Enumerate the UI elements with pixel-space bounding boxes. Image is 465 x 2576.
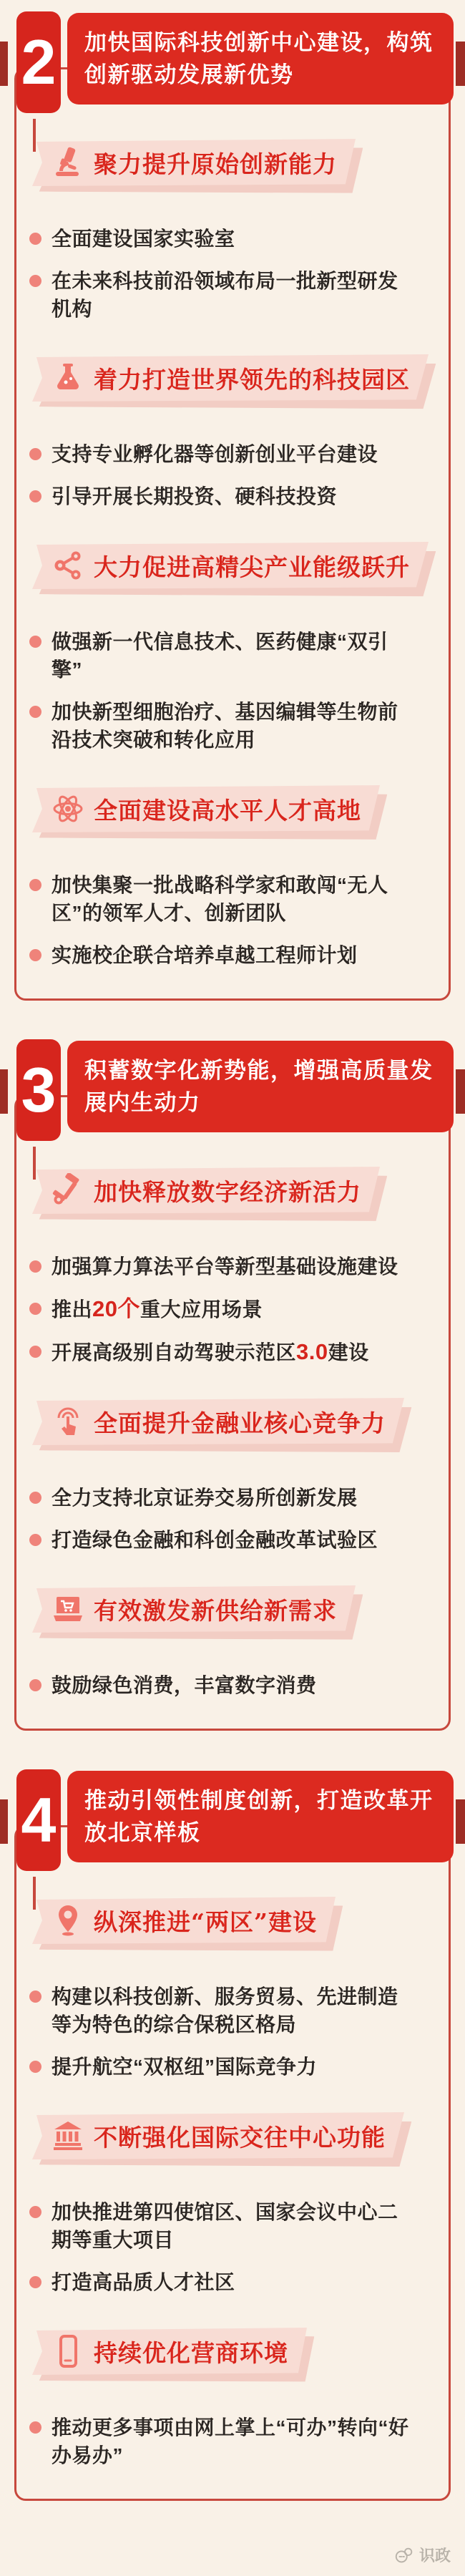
bullet-paragraph — [52, 1484, 358, 1512]
bullet-text: 全面建设国家实验室 — [52, 228, 235, 250]
bullet-dot — [29, 1534, 41, 1546]
highlighted-number: 20个 — [92, 1296, 140, 1321]
bullet-text: 实施校企联合培养卓越工程师计划 — [52, 944, 358, 966]
bullet-dot — [29, 2061, 41, 2073]
laptop-cart-icon — [51, 1592, 85, 1626]
bullet-dot — [29, 233, 41, 245]
bullet-paragraph — [52, 2053, 317, 2081]
bullet-paragraph — [52, 1671, 317, 1699]
bullet-item — [29, 1484, 449, 1512]
share-network-icon — [51, 548, 85, 583]
subheading-label: 持续优化营商环境 — [94, 2338, 288, 2367]
subheading-label: 有效激发新供给新需求 — [94, 1596, 337, 1625]
subheading-banner — [18, 1897, 336, 1944]
bullet-dot — [29, 2421, 41, 2434]
flask-icon — [51, 361, 85, 395]
subheading-label: 着力打造世界领先的科技园区 — [94, 365, 410, 394]
subheading-label: 不断强化国际交往中心功能 — [94, 2123, 386, 2152]
subheading-banner — [18, 2112, 404, 2159]
bullet-dot — [29, 1346, 41, 1358]
bullet-item — [29, 698, 449, 754]
bullet-paragraph — [52, 628, 416, 684]
subheading-banner — [18, 785, 380, 832]
bullet-paragraph — [52, 1338, 369, 1366]
bullet-text: 提升航空“双枢纽”国际竞争力 — [52, 2056, 318, 2078]
bullet-item — [29, 1983, 449, 2038]
section-number-badge: 4 — [16, 1769, 61, 1871]
bullet-text: 全力支持北京证券交易所创新发展 — [52, 1487, 358, 1509]
bullet-dot — [29, 448, 41, 460]
subheading-label: 纵深推进“两区”建设 — [94, 1907, 317, 1936]
bullet-text: 打造绿色金融和科创金融改革试验区 — [52, 1529, 378, 1551]
bullet-text: 加强算力算法平台等新型基础设施建设 — [52, 1255, 398, 1278]
subheading-label: 全面建设高水平人才高地 — [94, 796, 361, 825]
bullet-item — [29, 1526, 449, 1554]
bullet-paragraph — [52, 871, 416, 927]
bullet-item — [29, 267, 449, 323]
bullet-text: 在未来科技前沿领域布局一批新型研发机构 — [52, 270, 398, 320]
subheading-label: 加快释放数字经济新活力 — [94, 1177, 361, 1206]
section-header — [0, 1769, 465, 1871]
section-content — [0, 113, 465, 1001]
bullet-dot — [29, 275, 41, 287]
bullet-paragraph — [52, 2268, 235, 2296]
bullet-text: 重大应用场景 — [140, 1298, 263, 1321]
bullet-dot — [29, 1991, 41, 2003]
microscope-icon — [51, 145, 85, 180]
bullet-text: 加快推进第四使馆区、国家会议中心二期等重大项目 — [52, 2201, 398, 2251]
location-pin-icon — [51, 1903, 85, 1938]
bullet-dot — [29, 949, 41, 961]
bullet-item — [29, 1253, 449, 1280]
bullet-item — [29, 1671, 449, 1699]
bullet-dot — [29, 2206, 41, 2218]
bullet-dot — [29, 1303, 41, 1315]
tools-icon — [51, 1173, 85, 1207]
bullet-item — [29, 2198, 449, 2254]
subheading-banner — [18, 2328, 307, 2375]
bullet-item — [29, 225, 449, 253]
bullet-item — [29, 1338, 449, 1366]
bullet-dot — [29, 879, 41, 891]
bullet-paragraph — [52, 482, 337, 510]
bullet-paragraph — [52, 2198, 416, 2254]
bullet-item — [29, 871, 449, 927]
bullet-dot — [29, 1492, 41, 1504]
bullet-paragraph — [52, 267, 416, 323]
subheading-banner — [18, 1585, 356, 1633]
bullet-item — [29, 2053, 449, 2081]
subheading-banner — [18, 542, 429, 589]
section-title: 加快国际科技创新中心建设，构筑创新驱动发展新优势 — [67, 13, 454, 105]
watermark — [0, 2539, 465, 2576]
bullet-text: 鼓励绿色消费，丰富数字消费 — [52, 1674, 317, 1696]
bullet-item — [29, 440, 449, 468]
subheading-banner — [18, 1167, 380, 1214]
subheading-banner — [18, 354, 429, 402]
bullet-text: 加快集聚一批战略科学家和敢闯“无人区”的领军人才、创新团队 — [52, 874, 388, 924]
bullet-dot — [29, 2276, 41, 2288]
subheading-banner — [18, 139, 356, 186]
section-number-badge: 2 — [16, 11, 61, 113]
tap-finger-icon — [51, 1404, 85, 1439]
infographic-page — [0, 11, 465, 2576]
atom-icon — [51, 792, 85, 826]
watermark-label: 识政 — [418, 2547, 451, 2565]
bullet-dot — [29, 1260, 41, 1273]
bullet-dot — [29, 706, 41, 718]
bullet-dot — [29, 1679, 41, 1691]
bullet-dot — [29, 490, 41, 502]
bullet-item — [29, 2268, 449, 2296]
section-4 — [0, 1769, 465, 2501]
bullet-text: 引导开展长期投资、硬科技投资 — [52, 485, 338, 507]
section-2 — [0, 11, 465, 1001]
section-content — [0, 1141, 465, 1731]
bullet-text: 推动更多事项由网上掌上“可办”转向“好办易办” — [52, 2416, 409, 2466]
bullet-paragraph — [52, 698, 416, 754]
bullet-text: 构建以科技创新、服务贸易、先进制造等为特色的综合保税区格局 — [52, 1986, 398, 2036]
bullet-item — [29, 482, 449, 510]
section-number-badge: 3 — [16, 1039, 61, 1141]
bullet-paragraph — [52, 2414, 416, 2469]
bullet-item — [29, 941, 449, 969]
section-content — [0, 1871, 465, 2501]
mobile-phone-icon — [51, 2334, 85, 2368]
section-header — [0, 1039, 465, 1141]
subheading-banner — [18, 1398, 404, 1445]
bullet-text: 支持专业孵化器等创新创业平台建设 — [52, 443, 378, 465]
bullet-paragraph — [52, 440, 378, 468]
subheading-label: 大力促进高精尖产业能级跃升 — [94, 553, 410, 581]
bullet-text: 开展高级别自动驾驶示范区 — [52, 1341, 297, 1364]
bullet-paragraph — [52, 1526, 378, 1554]
section-header — [0, 11, 465, 113]
bullet-text: 做强新一代信息技术、医药健康“双引擎” — [52, 631, 388, 681]
bullet-paragraph — [52, 225, 235, 253]
subheading-label: 聚力提升原始创新能力 — [94, 150, 337, 178]
bullet-text: 建设 — [328, 1341, 369, 1364]
bank-building-icon — [51, 2119, 85, 2153]
bullet-item — [29, 628, 449, 684]
bullet-dot — [29, 636, 41, 648]
section-3 — [0, 1039, 465, 1731]
highlighted-number: 3.0 — [296, 1339, 328, 1364]
bullet-paragraph — [52, 1253, 398, 1280]
section-title: 积蓄数字化新势能，增强高质量发展内生动力 — [67, 1041, 454, 1132]
section-title: 推动引领性制度创新，打造改革开放北京样板 — [67, 1771, 454, 1862]
bullet-item — [29, 1295, 449, 1323]
bullet-paragraph — [52, 1295, 263, 1323]
bullet-item — [29, 2414, 449, 2469]
bullet-text: 打造高品质人才社区 — [52, 2271, 235, 2293]
sections-container — [0, 11, 465, 2501]
subheading-label: 全面提升金融业核心竞争力 — [94, 1409, 386, 1437]
bullet-paragraph — [52, 1983, 416, 2038]
bullet-paragraph — [52, 941, 358, 969]
bullet-text: 加快新型细胞治疗、基因编辑等生物前沿技术突破和转化应用 — [52, 701, 398, 751]
shizheng-logo-icon — [393, 2545, 415, 2566]
bullet-text: 推出 — [52, 1298, 93, 1321]
